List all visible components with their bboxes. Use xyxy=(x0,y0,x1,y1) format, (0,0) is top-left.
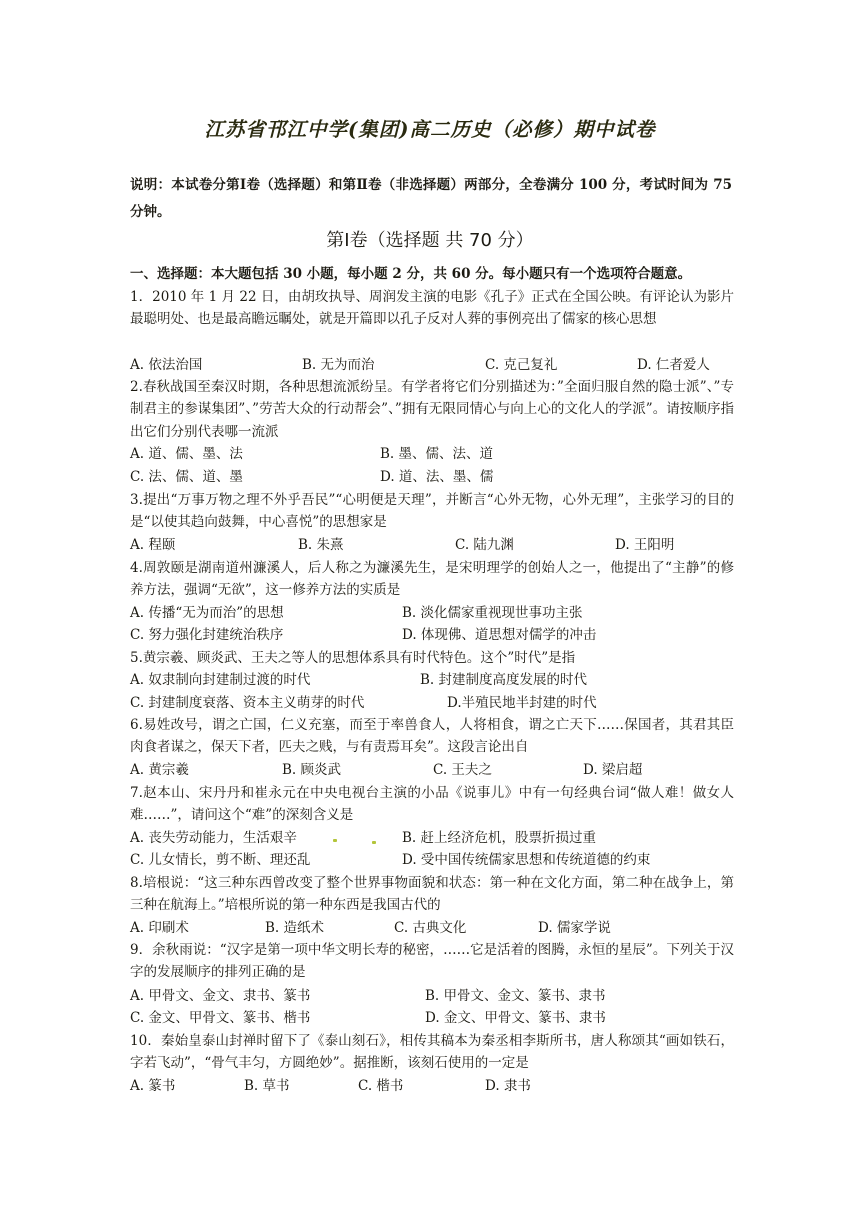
question-10-option-c: C. 楷书 xyxy=(358,1078,404,1094)
question-5-option-c: C. 封建制度衰落、资本主义萌芽的时代 xyxy=(130,695,365,711)
question-1-options xyxy=(130,354,740,376)
question-2-option-b: B. 墨、儒、法、道 xyxy=(380,446,494,462)
question-8-stem: 8.培根说：“这三种东西曾改变了整个世界事物面貌和状态：第一种在文化方面，第二种在战争上，第三种在航海上。”培根所说的第一种东西是我国古代的 xyxy=(130,875,734,914)
question-4-stem: 4.周敦颐是湖南道州濂溪人，后人称之为濂溪先生，是宋明理学的创始人之一，他提出了“主静”的修养方法，强调“无欲”，这一修养方法的实质是 xyxy=(130,560,734,599)
question-7-options-row-1 xyxy=(130,827,740,849)
question-7-stem: 7.赵本山、宋丹丹和崔永元在中央电视台主演的小品《说事儿》中有一句经典台词“做人难！做女人难……”，请问这个“难”的深刻含义是 xyxy=(130,785,734,824)
question-2-options-row-1 xyxy=(130,443,740,465)
question-4-options-row-2 xyxy=(130,624,740,646)
scan-speck xyxy=(372,841,376,844)
question-3-option-c: C. 陆九渊 xyxy=(455,537,514,553)
question-1-stem: 1．2010 年 1 月 22 日，由胡玫执导、周润发主演的电影《孔子》正式在全国公映。有评论认为影片最聪明处、也是最高瞻远瞩处，就是开篇即以孔子反对人葬的事例亮出了儒家的核心思想 xyxy=(130,289,734,328)
question-4-option-d: D. 体现佛、道思想对儒学的冲击 xyxy=(402,627,597,643)
question-2-option-d: D. 道、法、墨、儒 xyxy=(380,469,494,485)
question-10-option-b: B. 草书 xyxy=(244,1078,290,1094)
section-heading: 一、选择题：本大题包括 30 小题，每小题 2 分，共 60 分。每小题只有一个选项符合题意。 xyxy=(130,266,692,282)
part-one-title: 第Ⅰ卷（选择题 共 70 分） xyxy=(326,230,534,251)
question-7-option-c: C. 儿女情长，剪不断、理还乱 xyxy=(130,852,311,868)
question-4-options-row-1 xyxy=(130,602,740,624)
question-9-stem: 9．余秋雨说：“汉字是第一项中华文明长寿的秘密，……它是活着的图腾，永恒的星辰”。下列关于汉字的发展顺序的排列正确的是 xyxy=(130,942,734,981)
question-4-option-a: A. 传播“无为而治”的思想 xyxy=(130,605,284,621)
question-6-option-a: A. 黄宗羲 xyxy=(130,762,189,778)
question-5-options-row-1 xyxy=(130,669,740,691)
question-1-option-a: A. 依法治国 xyxy=(130,357,203,373)
question-2-options-row-2 xyxy=(130,466,740,488)
question-5-options-row-2 xyxy=(130,692,740,714)
exam-instructions: 说明：本试卷分第Ⅰ卷（选择题）和第Ⅱ卷（非选择题）两部分，全卷满分 100 分，考试时间为 75 分钟。 xyxy=(130,177,732,220)
question-8-option-b: B. 造纸术 xyxy=(265,920,325,936)
question-2-stem: 2.春秋战国至秦汉时期，各种思想流派纷呈。有学者将它们分别描述为：”全面归服自然的隐士派”、”专制君主的参谋集团”、”劳苦大众的行动帮会”、”拥有无限同情心与向上心的文化人的学派”。请按顺序指出它们分别代表哪一流派 xyxy=(130,379,734,440)
question-9-option-d: D. 金文、甲骨文、篆书、隶书 xyxy=(425,1010,606,1026)
question-8-options xyxy=(130,917,740,939)
question-5-option-a: A. 奴隶制向封建制过渡的时代 xyxy=(130,672,311,688)
question-3-option-a: A. 程颐 xyxy=(130,537,176,553)
question-3-options xyxy=(130,534,740,556)
question-6-stem: 6.易姓改号，谓之亡国，仁义充塞，而至于率兽食人，人将相食，谓之亡天下……保国者，其君其臣肉食者谋之，保天下者，匹夫之贱，与有责焉耳矣”。这段言论出自 xyxy=(130,717,734,756)
question-2-option-c: C. 法、儒、道、墨 xyxy=(130,469,243,485)
question-9-options-row-2 xyxy=(130,1007,740,1029)
question-9-option-a: A. 甲骨文、金文、隶书、篆书 xyxy=(130,988,311,1004)
question-8-option-a: A. 印刷术 xyxy=(130,920,189,936)
question-9-option-b: B. 甲骨文、金文、篆书、隶书 xyxy=(425,988,606,1004)
question-1-option-c: C. 克己复礼 xyxy=(485,357,558,373)
question-9-option-c: C. 金文、甲骨文、篆书、楷书 xyxy=(130,1010,311,1026)
question-1-option-b: B. 无为而治 xyxy=(302,357,375,373)
question-7-options-row-2 xyxy=(130,849,740,871)
question-5-option-b: B. 封建制度高度发展的时代 xyxy=(420,672,588,688)
question-4-option-b: B. 淡化儒家重视现世事功主张 xyxy=(402,605,583,621)
question-3-option-b: B. 朱熹 xyxy=(298,537,344,553)
question-5-option-d: D.半殖民地半封建的时代 xyxy=(447,695,597,711)
question-9-options-row-1 xyxy=(130,985,740,1007)
question-10-option-a: A. 篆书 xyxy=(130,1078,176,1094)
question-8-option-d: D. 儒家学说 xyxy=(538,920,611,936)
question-10-stem: 10．秦始皇泰山封禅时留下了《泰山刻石》，相传其稿本为秦丞相李斯所书，唐人称颂其“画如铁石，字若飞动”，“骨气丰匀，方圆绝妙”。据推断，该刻石使用的一定是 xyxy=(130,1033,734,1072)
question-6-option-c: C. 王夫之 xyxy=(433,762,492,778)
question-10-options xyxy=(130,1075,740,1097)
question-6-options xyxy=(130,759,740,781)
question-10-option-d: D. 隶书 xyxy=(485,1078,531,1094)
question-7-option-d: D. 受中国传统儒家思想和传统道德的约束 xyxy=(402,852,651,868)
question-6-option-d: D. 梁启超 xyxy=(583,762,643,778)
scan-speck xyxy=(333,839,337,842)
question-7-option-b: B. 赶上经济危机，股票折损过重 xyxy=(402,830,597,846)
question-4-option-c: C. 努力强化封建统治秩序 xyxy=(130,627,284,643)
exam-title: 江苏省邗江中学(集团)高二历史（必修）期中试卷 xyxy=(204,118,656,141)
question-5-stem: 5.黄宗羲、顾炎武、王夫之等人的思想体系具有时代特色。这个”时代”是指 xyxy=(130,650,576,666)
question-2-option-a: A. 道、儒、墨、法 xyxy=(130,446,243,462)
question-6-option-b: B. 顾炎武 xyxy=(282,762,342,778)
question-7-option-a: A. 丧失劳动能力，生活艰辛 xyxy=(130,830,297,846)
question-1-option-d: D. 仁者爱人 xyxy=(637,357,710,373)
question-8-option-c: C. 古典文化 xyxy=(394,920,467,936)
question-3-option-d: D. 王阳明 xyxy=(615,537,675,553)
question-3-stem: 3.提出“万事万物之理不外乎吾民”“心明便是天理”，并断言“心外无物，心外无理”，主张学习的目的是“以使其趋向鼓舞，中心喜悦”的思想家是 xyxy=(130,492,734,531)
